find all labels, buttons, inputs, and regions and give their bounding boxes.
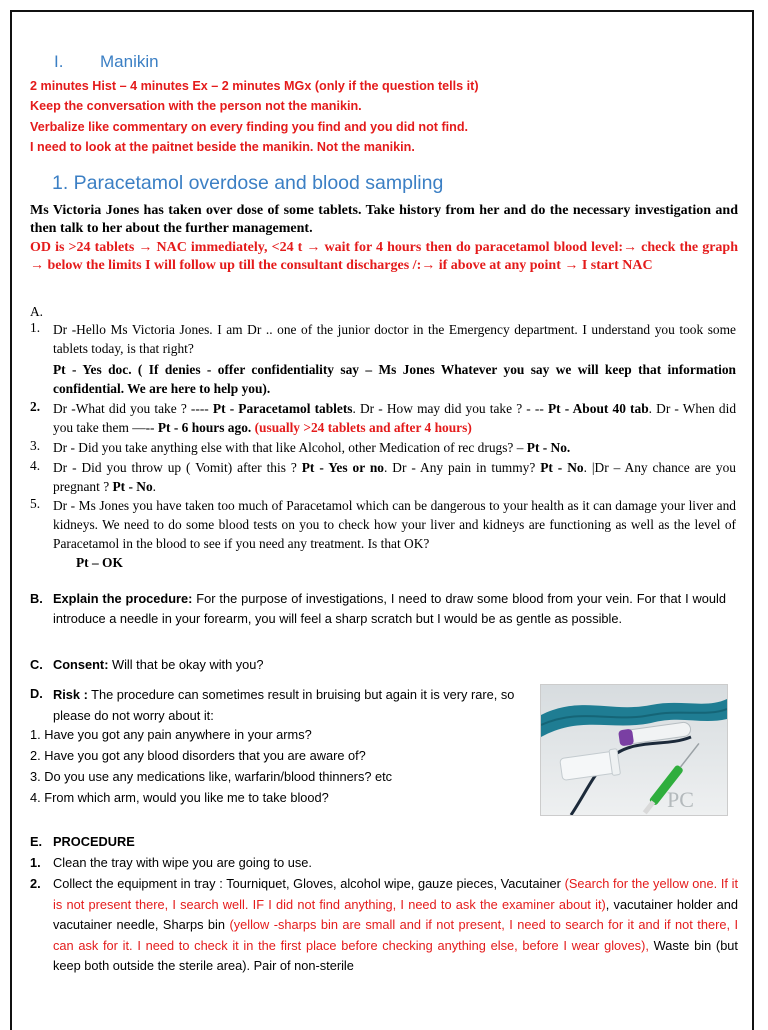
section-heading-manikin [54,52,159,72]
case-key-line: OD is >24 tablets → NAC immediately, <24 t → wait for 4 hours then do paracetamol blood level:→ check the graph → below the limits I will follow up till the consultant discharges /:→ if above at any point → I start NAC [30,240,738,273]
list-number: 3. [30,769,41,784]
part-b-body: For the purpose of investigations, I need to draw some blood from your vein. For that I would introduce a needle in your forearm, you will feel a sharp scratch but I would be as gentle as possible. [53,591,726,626]
risk-question-2 [30,746,366,766]
dialogue-item-3 [53,438,736,457]
list-number: 5. [30,496,41,511]
part-c-heading: Consent: [53,657,109,672]
dialogue-item-1: Dr -Hello Ms Victoria Jones. I am Dr .. one of the junior doctor in the Emergency department. I understand you took some tablets today, is that right? [53,322,736,356]
doctor-question: . Dr - Any pain in tummy? [384,460,541,475]
dialogue-item-5: Dr - Ms Jones you have taken too much of Paracetamol which can be dangerous to your health as it can damage your liver and kidneys. We need to do some blood tests on you to check how your liver and kidneys are functioning as well as the level of Paracetamol in the blood to see if you need any treatment. Is that OK? [53,498,736,551]
equipment-photo-image [541,685,727,815]
risk-question-3 [30,767,392,787]
list-number: 3. [30,438,41,453]
procedure-step-2 [53,874,738,977]
case-scenario: Ms Victoria Jones has taken over dose of some tablets. Take history from her and do the necessary investigation and then talk to her about the further management. [30,203,738,236]
part-b-text [53,589,726,629]
step-text: Waste bin (but keep both outside the sterile area). Pair of non-sterile [53,937,738,973]
manikin-note-3: Verbalize like commentary on every finding you find and you did not find. [30,120,469,134]
part-d-heading: Risk : [53,687,88,702]
red-note: (usually >24 tablets and after 4 hours) [251,420,472,435]
risk-question-1 [30,725,312,745]
doctor-question: Dr -What did you take ? ---- [53,401,213,416]
list-number: 2. [30,748,41,763]
case-title: 1. Paracetamol overdose and blood sampling [52,172,444,194]
question-text: From which arm, would you like me to take blood? [44,790,329,805]
patient-answer: Pt - Yes or no [301,460,384,475]
risk-question-4 [30,788,329,808]
part-c-label: C. [30,657,43,672]
patient-answer: Pt - No [112,479,153,494]
procedure-step-1 [30,853,312,873]
list-number: 2. [30,399,41,414]
question-text: Have you got any pain anywhere in your arms? [44,727,312,742]
part-d-body: The procedure can sometimes result in bruising but again it is very rare, so please do not worry about it: [53,687,515,723]
step-text: , vacutainer holder and vacutainer needle, Sharps bin [53,896,738,932]
section-title: Manikin [100,52,159,71]
part-e-heading: PROCEDURE [53,834,135,849]
list-number: 1. [30,320,41,335]
part-c-text [53,655,726,675]
patient-answer: Pt - No [540,460,584,475]
red-note: (yellow -sharps bin are small and if not present, I need to search for it and if not there, I can ask for it. I need to check it in the first place before checking anything else, before I wear gloves), [53,917,739,953]
list-number: 4. [30,790,41,805]
list-number: 1. [30,855,41,870]
list-number: 4. [30,458,41,473]
doctor-question: Dr - Did you take anything else with that like Alcohol, other Medication of rec drugs? – [53,440,527,455]
equipment-photo [540,684,728,816]
step-text: Collect the equipment in tray : Tourniquet, Gloves, alcohol wipe, gauze pieces, Vacutainer [53,876,565,891]
manikin-note-1: 2 minutes Hist – 4 minutes Ex – 2 minutes MGx (only if the question tells it) [30,79,479,93]
list-number: 2. [30,876,41,891]
list-number: 1. [30,727,41,742]
patient-answer: Pt - 6 hours ago. [157,420,252,435]
part-b-label: B. [30,591,43,606]
part-d-text [53,684,521,726]
doctor-question: . Dr - How may did you take ? - -- [352,401,548,416]
question-text: Do you use any medications like, warfarin/blood thinners? etc [44,769,393,784]
doctor-question: . Dr - When did you take them —-- [53,401,737,435]
red-note: (Search for the yellow one. If it is not present there, I search well. IF I did not find anything, I need to ask the examiner about it) [53,876,738,912]
step-text: Clean the tray with wipe you are going to use. [53,855,312,870]
part-b-heading: Explain the procedure: [53,591,193,606]
manikin-note-2: Keep the conversation with the person not the manikin. [30,99,362,113]
manikin-note-4: I need to look at the paitnet beside the manikin. Not the manikin. [30,140,415,154]
patient-answer: Pt - No. [526,440,571,455]
patient-answer: Pt - About 40 tab [547,401,649,416]
patient-response-5: Pt – OK [76,555,123,570]
part-e-label: E. [30,834,43,849]
part-c-body: Will that be okay with you? [108,657,264,672]
dialogue-item-2 [53,399,736,437]
section-number: I. [54,52,64,71]
part-d-label: D. [30,686,43,701]
patient-answer: Pt - Paracetamol tablets [212,401,353,416]
question-text: Have you got any blood disorders that you are aware of? [44,748,366,763]
doctor-question: Dr - Did you throw up ( Vomit) after this ? [53,460,302,475]
doctor-question: . |Dr – Any chance are you pregnant ? [53,460,737,494]
punctuation: . [152,479,157,494]
part-a-label: A. [30,304,44,319]
patient-response-1: Pt - Yes doc. ( If denies - offer confidentiality say – Ms Jones Whatever you say we will keep that information confidential. We are here to help you). [53,362,736,396]
photo-watermark: PC [667,787,694,812]
dialogue-item-4 [53,458,736,496]
